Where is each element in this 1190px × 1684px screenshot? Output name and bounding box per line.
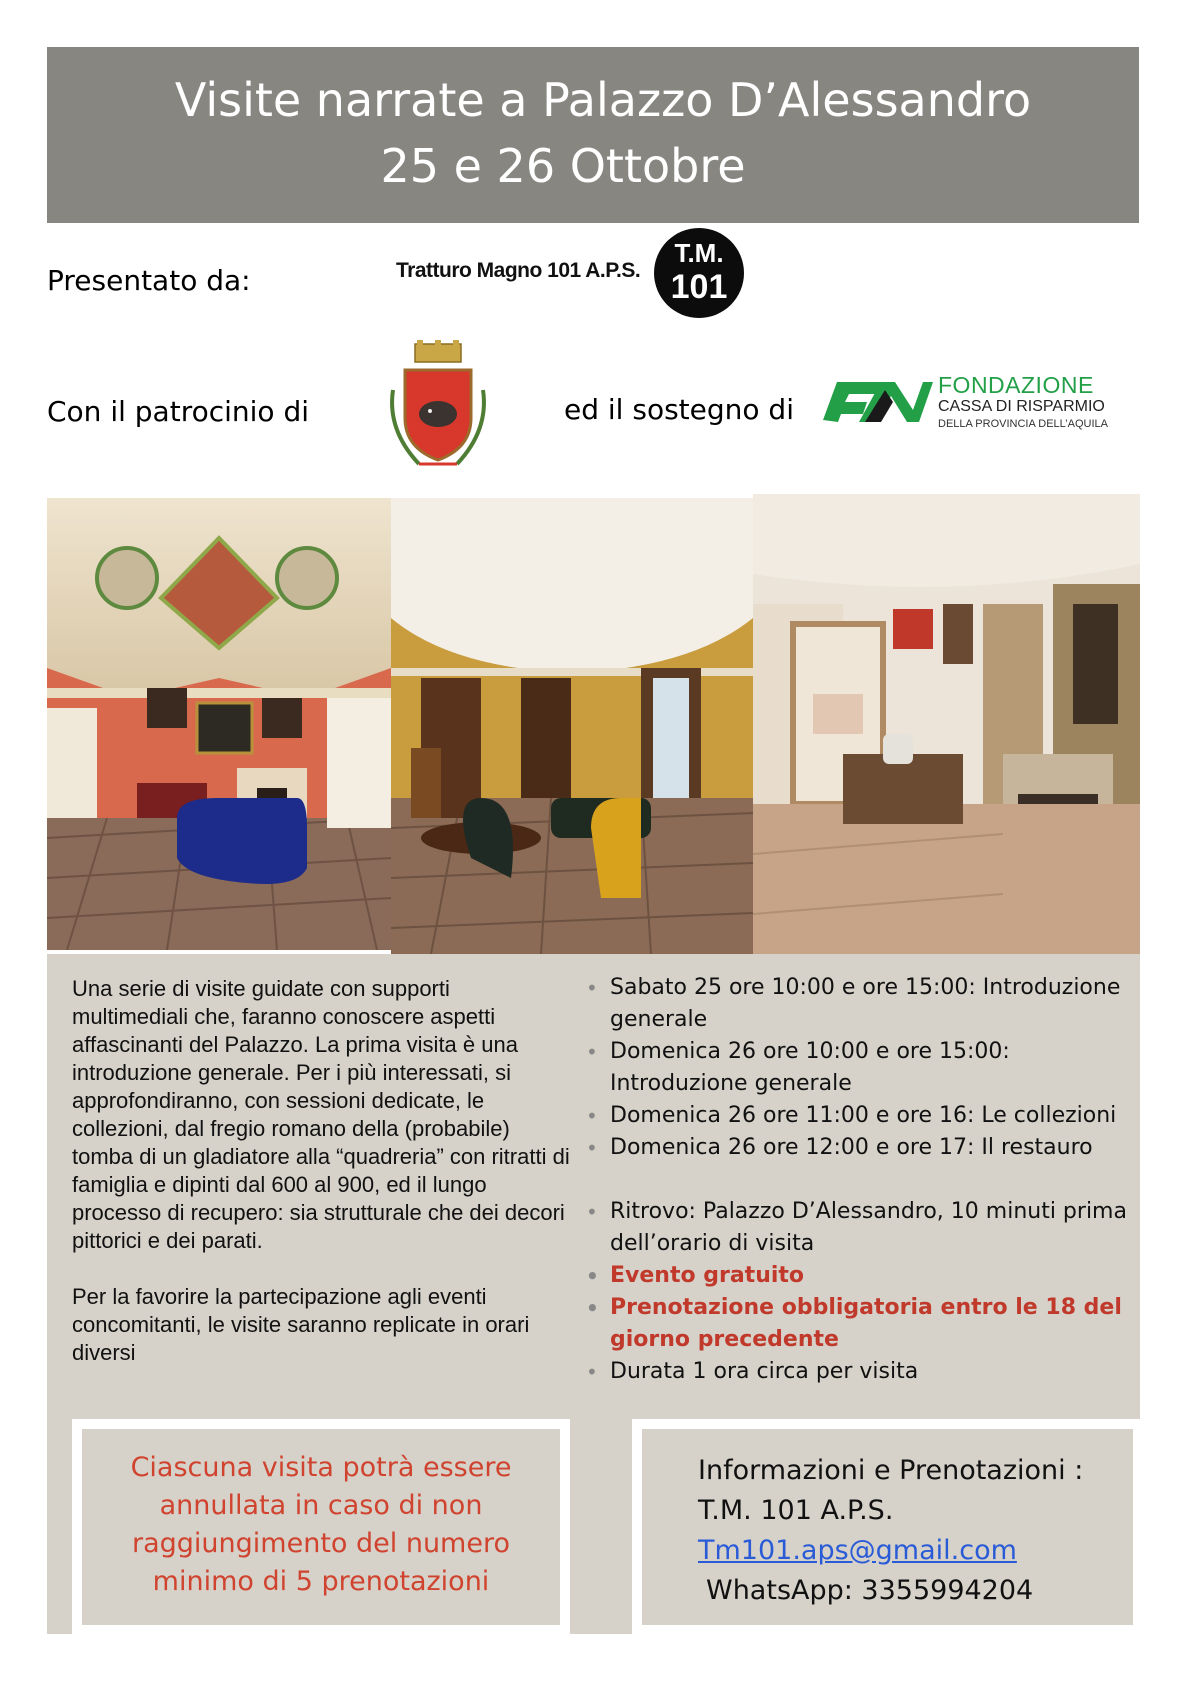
cancellation-notice: Ciascuna visita potrà essere annullata in caso di non raggiungimento del numero minimo di 5 prenotazioni — [130, 1452, 512, 1597]
cancellation-notice-box — [72, 1419, 570, 1635]
tm101-logo-bottom: 101 — [670, 268, 728, 306]
patronage-label: Con il patrocinio di — [47, 395, 310, 428]
tm101-logo — [654, 228, 744, 318]
organizer-name: Tratturo Magno 101 A.P.S. — [396, 259, 641, 282]
meeting-point: • Ritrovo: Palazzo D’Alessandro, 10 minuti prima dell’orario di visita — [586, 1196, 1146, 1260]
description-paragraph: Una serie di visite guidate con supporti multimediali che, faranno conoscere aspetti affascinanti del Palazzo. La prima visita è una introduzione generale. Per i più interessati, si approfondiranno, con sessioni dedicate, le collezioni, dal fregio romano della (probabile) tomba di un gladiatore alla “quadreria” con ritratti di famiglia e dipinti dal 600 al 900, ed il lungo processo di recupero: sia strutturale che dei decori pittorici e dei parati. — [72, 976, 570, 1253]
photo-old-kitchen — [753, 494, 1140, 954]
free-event-note: • Evento gratuito — [586, 1260, 1146, 1292]
event-dates: 25 e 26 Ottobre — [380, 139, 746, 193]
schedule-item: • Sabato 25 ore 10:00 e ore 15:00: Introduzione generale — [586, 972, 1146, 1036]
schedule-item: • Domenica 26 ore 11:00 e ore 16: Le collezioni — [586, 1100, 1146, 1132]
contact-whatsapp: WhatsApp: 3355994204 — [706, 1575, 1034, 1606]
schedule-item: • Domenica 26 ore 10:00 e ore 15:00: Introduzione generale — [586, 1036, 1146, 1100]
contact-heading: Informazioni e Prenotazioni : — [698, 1455, 1084, 1486]
description-paragraph: Per la favorire la partecipazione agli eventi concomitanti, le visite saranno replicate in orari diversi — [72, 1284, 530, 1365]
contact-org: T.M. 101 A.P.S. — [698, 1495, 894, 1526]
support-label: ed il sostegno di — [564, 393, 794, 426]
fondazione-logo-icon — [823, 372, 933, 430]
event-description — [72, 975, 572, 1395]
municipal-crest-icon — [383, 340, 493, 480]
contact-email-link[interactable]: Tm101.aps@gmail.com — [698, 1535, 1017, 1566]
schedule-list — [586, 972, 1146, 1388]
presented-by-label: Presentato da: — [47, 264, 251, 297]
fondazione-province: DELLA PROVINCIA DELL’AQUILA — [938, 418, 1108, 430]
contact-box — [632, 1419, 1143, 1635]
tm101-logo-top: T.M. — [674, 238, 724, 268]
booking-required-note: • Prenotazione obbligatoria entro le 18 del giorno precedente — [586, 1292, 1146, 1356]
photo-frescoed-salon — [47, 498, 391, 950]
photo-yellow-drawing-room — [391, 498, 753, 954]
schedule-item: • Domenica 26 ore 12:00 e ore 17: Il restauro — [586, 1132, 1146, 1164]
event-title: Visite narrate a Palazzo D’Alessandro — [174, 73, 1032, 127]
duration-note: • Durata 1 ora circa per visita — [586, 1356, 1146, 1388]
fondazione-name: FONDAZIONE — [938, 372, 1094, 398]
fondazione-subtitle: CASSA DI RISPARMIO — [938, 398, 1105, 415]
title-banner — [47, 47, 1139, 223]
